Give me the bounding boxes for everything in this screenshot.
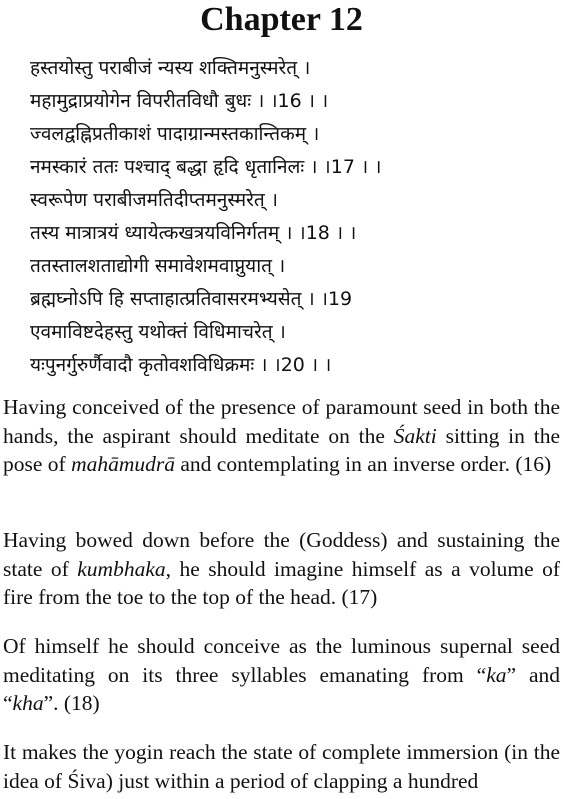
translation-text: and contemplating in an inverse order. (16): [175, 452, 552, 476]
translation-text: Having bowed down before the (Goddess) and sustaining the state of: [3, 528, 560, 581]
verse-line: स्वरूपेण पराबीजमतिदीप्तमनुस्मरेत् ।: [30, 189, 278, 211]
translation-text: Of himself he should conceive as the luminous supernal seed meditating on its three syllables emanating from “: [3, 634, 560, 687]
italic-term: mahāmudrā: [71, 452, 175, 476]
sanskrit-verses: [30, 52, 550, 382]
italic-term: Śakti: [393, 423, 437, 448]
translation-paragraph-16: [3, 393, 560, 479]
translation-paragraph-19: [3, 738, 560, 795]
italic-term: ka: [486, 662, 507, 687]
verse-line: ततस्तालशताद्योगी समावेशमवाप्नुयात् ।: [30, 255, 286, 277]
translation-text: ” and “: [3, 662, 560, 715]
translation-paragraph-17: [3, 526, 560, 612]
verse-line: तस्य मात्रात्रयं ध्यायेत्कखत्रयविनिर्गतम् । ।18 । ।: [30, 222, 357, 244]
translation-paragraph-18: [3, 632, 560, 718]
italic-term: kha: [12, 691, 44, 715]
verse-line: ब्रह्मघ्नोऽपि हि सप्ताहात्प्रतिवासरमभ्यसेत् । ।19: [30, 288, 353, 310]
translation-text: It makes the yogin reach the state of complete immersion (in the idea of Śiva) just within a period of clapping a hundred: [3, 740, 560, 793]
verse-line: ज्वलद्वह्निप्रतीकाशं पादाग्रान्मस्तकान्तिकम् ।: [30, 123, 320, 145]
translation-text: ”. (18): [43, 691, 100, 715]
chapter-title: Chapter 12: [200, 1, 363, 38]
translation-text: Having conceived of the presence of paramount seed in both the hands, the aspirant should meditate on the: [3, 395, 560, 448]
verse-line: एवमाविष्टदेहस्तु यथोक्तं विधिमाचरेत् ।: [30, 321, 286, 343]
verse-line: हस्तयोस्तु पराबीजं न्यस्य शक्तिमनुस्मरेत् ।: [30, 57, 311, 79]
translation-text: sitting in the pose of: [3, 423, 560, 476]
verse-line: महामुद्राप्रयोगेन विपरीतविधौ बुधः । ।16 । ।: [30, 90, 329, 112]
verse-line: नमस्कारं ततः पश्चाद् बद्धा हृदि धृतानिलः । ।17 । ।: [30, 156, 382, 178]
italic-term: kumbhaka: [77, 556, 166, 581]
translation-text: , he should imagine himself as a volume of fire from the toe to the top of the head. (17): [3, 556, 560, 609]
verse-line: यःपुनर्गुरुर्णैवादौ कृतोवशविधिक्रमः । ।20 । ।: [30, 354, 332, 376]
